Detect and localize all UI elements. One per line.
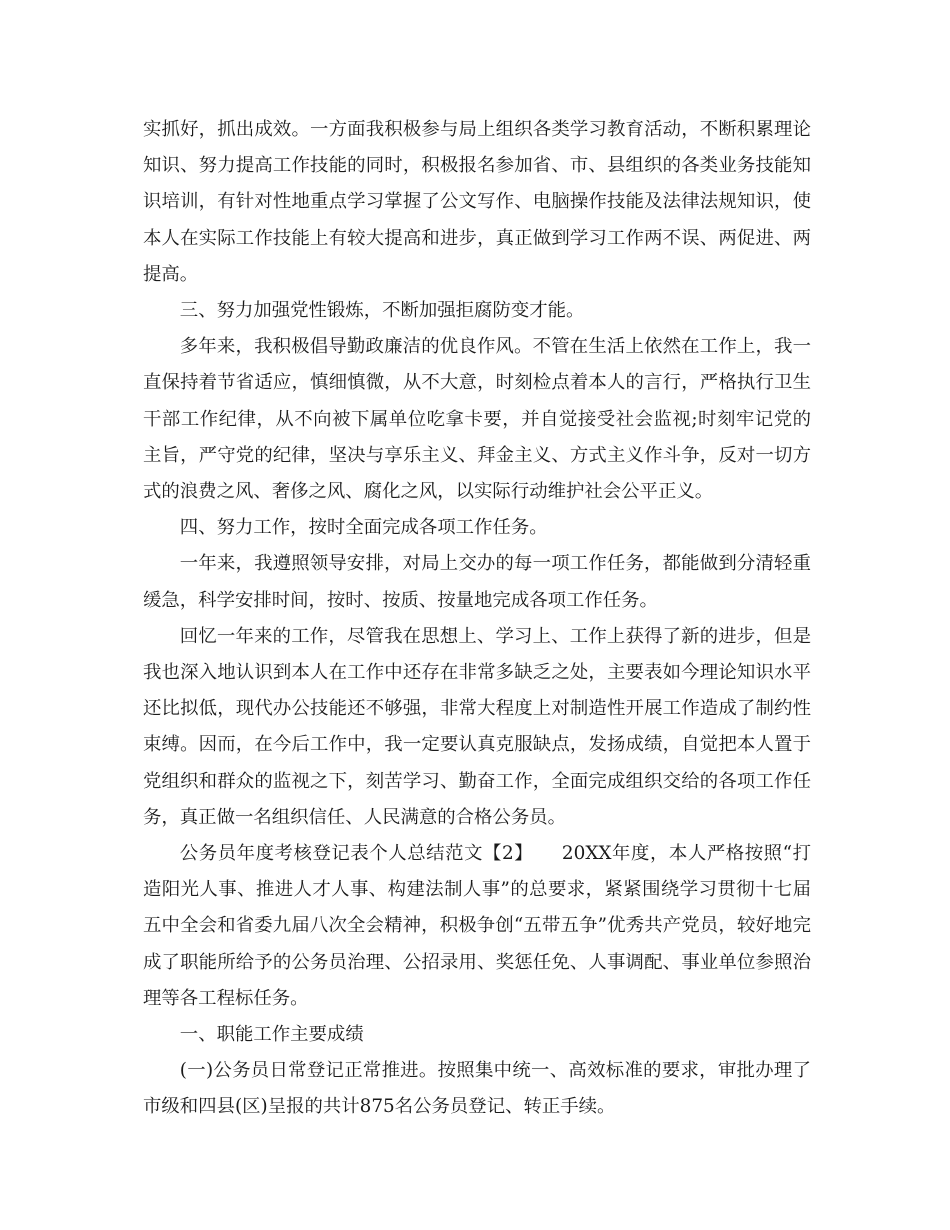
paragraph-4: 四、努力工作，按时全面完成各项工作任务。 [179, 517, 548, 539]
paragraph-7: 公务员年度考核登记表个人总结范文【2】 20XX年度，本人严格按照“打造阳光人事、推进人才人事、构建法制人事”的总要求，紧紧围绕学习贯彻十七届五中全会和省委九届八次全会精神，积极争创“五带五争”优秀共产党员，较好地完成了职能所给予的公务员治理、公招录用、奖惩任免、人事调配、事业单位参照治理等各工程标任务。 [143, 843, 811, 1009]
paragraph-5: 一年来，我遵照领导安排，对局上交办的每一项工作任务，都能做到分清轻重缓急，科学安排时间，按时、按质、按量地完成各项工作任务。 [143, 553, 811, 611]
paragraph-2: 三、努力加强党性锻炼，不断加强拒腐防变才能。 [179, 300, 585, 322]
paragraph-1: 实抓好，抓出成效。一方面我积极参与局上组织各类学习教育活动，不断积累理论知识、努力提高工作技能的同时，积极报名参加省、市、县组织的各类业务技能知识培训，有针对性地重点学习掌握了公文写作、电脑操作技能及法律法规知识，使本人在实际工作技能上有较大提高和进步，真正做到学习工作两不误、两促进、两提高。 [143, 119, 811, 285]
paragraph-6: 回忆一年来的工作，尽管我在思想上、学习上、工作上获得了新的进步，但是我也深入地认识到本人在工作中还存在非常多缺乏之处，主要表如今理论知识水平还比拟低，现代办公技能还不够强，非常大程度上对制造性开展工作造成了制约性束缚。因而，在今后工作中，我一定要认真克服缺点，发扬成绩，自觉把本人置于党组织和群众的监视之下，刻苦学习、勤奋工作，全面完成组织交给的各项工作任务，真正做一名组织信任、人民满意的合格公务员。 [143, 625, 811, 828]
paragraph-3: 多年来，我积极倡导勤政廉洁的优良作风。不管在生活上依然在工作上，我一直保持着节省适应，慎细慎微，从不大意，时刻检点着本人的言行，严格执行卫生干部工作纪律，从不向被下属单位吃拿卡要，并自觉接受社会监视;时刻牢记党的主旨，严守党的纪律，坚决与享乐主义、拜金主义、方式主义作斗争，反对一切方式的浪费之风、奢侈之风、腐化之风，以实际行动维护社会公平正义。 [143, 336, 811, 503]
document-body [143, 112, 811, 1126]
paragraph-9: (一)公务员日常登记正常推进。按照集中统一、高效标准的要求，审批办理了市级和四县(区)呈报的共计875名公务员登记、转正手续。 [143, 1060, 811, 1118]
paragraph-8: 一、职能工作主要成绩 [179, 1024, 364, 1046]
